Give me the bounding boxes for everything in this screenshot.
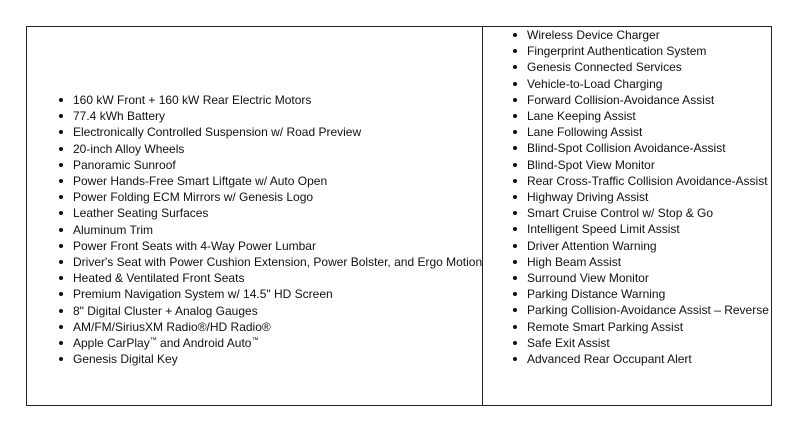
trademark-mark: ™ [251,337,259,345]
list-item: Heated & Ventilated Front Seats [53,270,482,286]
list-item: Driver Attention Warning [507,238,769,254]
list-item: Safe Exit Assist [507,335,769,351]
list-item: Blind-Spot View Monitor [507,157,769,173]
list-item: Advanced Rear Occupant Alert [507,351,769,367]
list-item: Panoramic Sunroof [53,157,482,173]
list-item: Forward Collision-Avoidance Assist [507,92,769,108]
list-item: Rear Cross-Traffic Collision Avoidance-Assist [507,173,769,189]
feature-table [26,26,772,406]
left-feature-list [53,92,482,367]
list-item: Lane Following Assist [507,124,769,140]
list-item: Power Front Seats with 4-Way Power Lumbar [53,238,482,254]
list-item: Vehicle-to-Load Charging [507,76,769,92]
list-item: Power Folding ECM Mirrors w/ Genesis Logo [53,189,482,205]
list-item: Highway Driving Assist [507,189,769,205]
carplay-text: Apple CarPlay [73,336,150,351]
list-item-carplay [53,335,482,351]
trademark-mark: ™ [149,337,157,345]
list-item: 160 kW Front + 160 kW Rear Electric Motors [53,92,482,108]
list-item: 8" Digital Cluster + Analog Gauges [53,303,482,319]
list-item: Blind-Spot Collision Avoidance-Assist [507,140,769,156]
list-item: Wireless Device Charger [507,27,769,43]
list-item: Genesis Connected Services [507,59,769,75]
list-item: 20-inch Alloy Wheels [53,141,482,157]
list-item: 77.4 kWh Battery [53,108,482,124]
android-auto-text: and Android Auto [156,336,252,351]
list-item: Premium Navigation System w/ 14.5" HD Screen [53,286,482,302]
list-item: Parking Distance Warning [507,286,769,302]
list-item: Genesis Digital Key [53,351,482,367]
list-item: Lane Keeping Assist [507,108,769,124]
list-item: Smart Cruise Control w/ Stop & Go [507,205,769,221]
list-item: Fingerprint Authentication System [507,43,769,59]
list-item: Remote Smart Parking Assist [507,319,769,335]
list-item: Driver's Seat with Power Cushion Extension, Power Bolster, and Ergo Motion [53,254,482,270]
list-item: Aluminum Trim [53,222,482,238]
list-item: Surround View Monitor [507,270,769,286]
list-item: AM/FM/SiriusXM Radio®/HD Radio® [53,319,482,335]
list-item: Leather Seating Surfaces [53,205,482,221]
list-item: Power Hands-Free Smart Liftgate w/ Auto Open [53,173,482,189]
list-item: Electronically Controlled Suspension w/ Road Preview [53,124,482,140]
list-item: Parking Collision-Avoidance Assist – Reverse [507,302,769,318]
list-item: Intelligent Speed Limit Assist [507,221,769,237]
right-feature-list [507,27,769,367]
list-item: High Beam Assist [507,254,769,270]
